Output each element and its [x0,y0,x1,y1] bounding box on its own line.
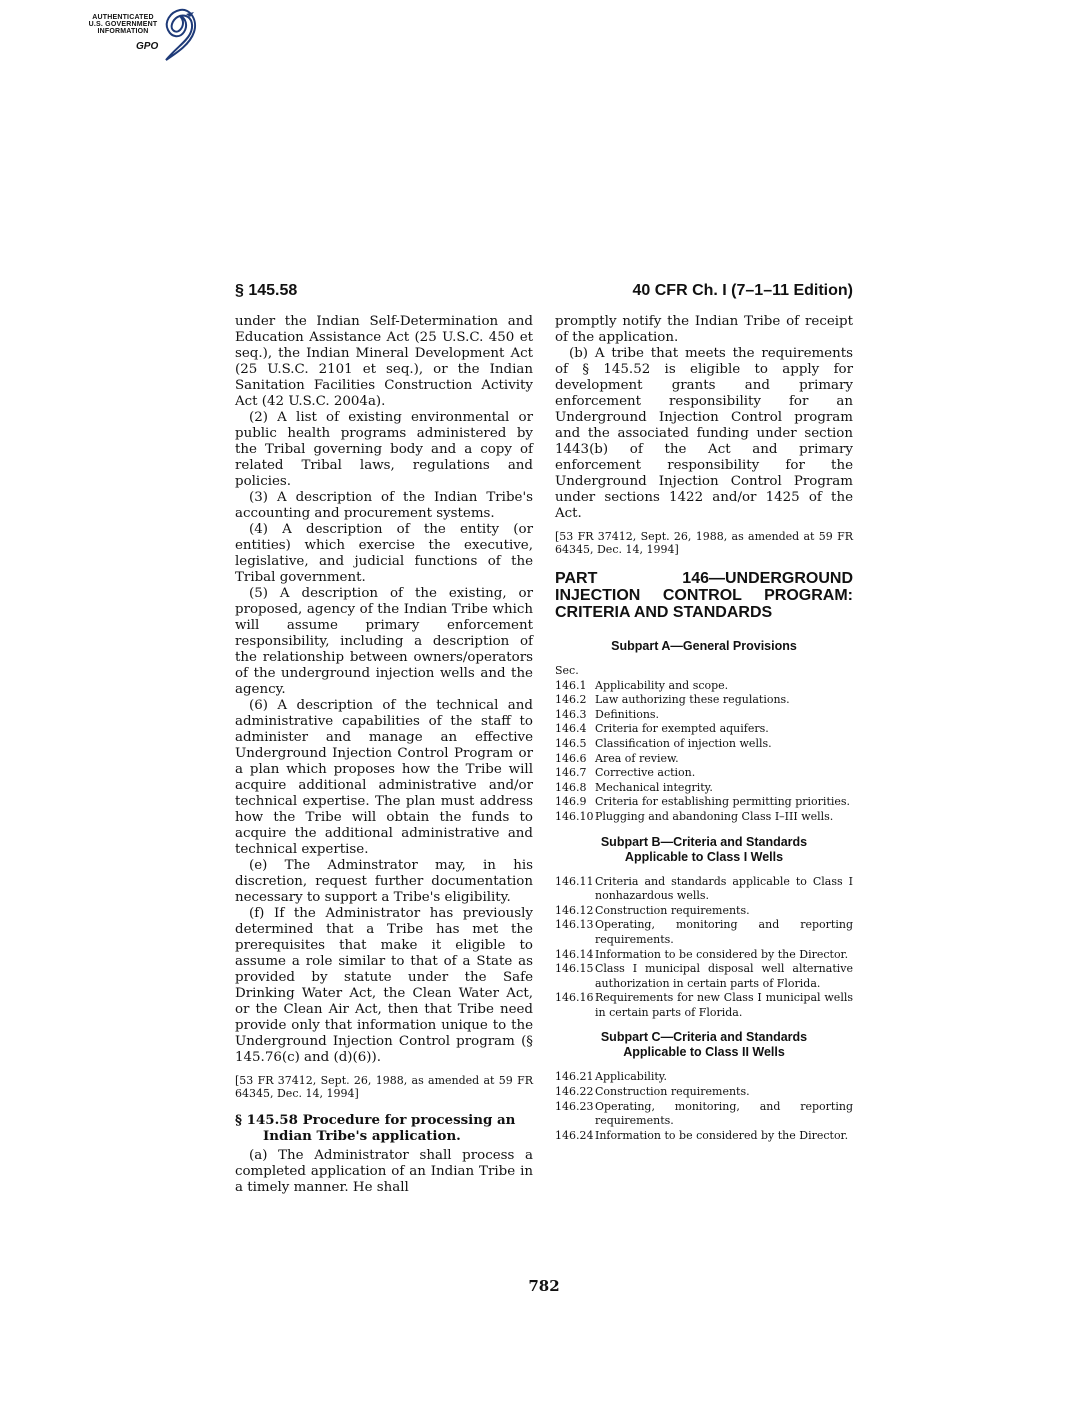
toc-entry [555,948,853,963]
subpart-c-heading [555,1030,853,1060]
logo-gpo-mark: GPO [136,41,159,52]
toc-entry [555,810,853,825]
subpart-b-line-1: Subpart B—Criteria and Standards [600,834,808,849]
toc-entry-title: Construction requirements. [595,1085,750,1099]
toc-entry-title: Criteria and standards applicable to Class I nonhazardous wells. [595,874,853,903]
toc-entry-number: 146.5 [555,736,587,750]
toc-entry-number: 146.13 [555,918,594,932]
toc-entry-number: 146.8 [555,780,587,794]
toc-entry [555,766,853,781]
paragraph: (f) If the Administrator has previously determined that a Tribe has met the prerequisites that make it eligible to assume a role similar to that of a State as provided by statute under the Safe Drinking Water Act, the Clean Water Act, or the Clean Air Act, then that Tribe need provide only that information unique to the Underground Injection Control program (§ 145.76(c) and (d)(6)). [235,906,533,1065]
sec-label: Sec. [555,664,579,677]
logo-line-2: U.S. GOVERNMENT [88,21,158,28]
toc-entry-number: 146.23 [555,1099,594,1113]
toc-entry [555,875,853,904]
toc-entry [555,962,853,991]
toc-entry-number: 146.16 [555,991,594,1005]
toc-entry-title: Class I municipal disposal well alternative authorization in certain parts of Florida. [595,962,853,990]
subpart-a-heading: Subpart A—General Provisions [611,639,797,653]
toc-entry-title: Requirements for new Class I municipal wells in certain parts of Florida. [595,991,853,1019]
page-number: 782 [528,1277,560,1295]
toc-entry [555,693,853,708]
toc-entry-title: Definitions. [595,707,660,721]
toc-entry-number: 146.3 [555,707,587,721]
logo-line-3: INFORMATION [97,28,149,35]
toc-entry-title: Criteria for exempted aquifers. [595,722,769,736]
toc-entry [555,781,853,796]
subpart-c-line-2: Applicable to Class II Wells [623,1045,785,1060]
toc-entry-title: Operating, monitoring and reporting requirements. [595,918,853,946]
toc-entry-number: 146.6 [555,751,587,765]
paragraph: (6) A description of the technical and administrative capabilities of the staff to administer and manage an effective Underground Injection Control Program or a plan which proposes how the Tribe will acquire additional administrative and/or technical expertise. The plan must address how the Tribe will obtain the funds to acquire the additional administrative and technical expertise. [235,698,533,857]
gpo-authentication-logo [80,8,200,68]
header-section-number: § 145.58 [235,282,298,299]
toc-entry [555,991,853,1020]
toc-entry [555,904,853,919]
toc-entry [555,737,853,752]
subpart-b-line-2: Applicable to Class I Wells [624,849,784,864]
toc-entry-title: Information to be considered by the Director. [595,1128,849,1142]
paragraph: (b) A tribe that meets the requirements of § 145.52 is eligible to apply for development grants and primary enforcement responsibility for an Underground Injection Control program and the associated funding under section 1443(b) of the Act and primary enforcement responsibility for the Underground Injection Control Program under sections 1422 and/or 1425 of the Act. [555,346,853,521]
paragraph: (5) A description of the existing, or proposed, agency of the Indian Tribe which will assume primary enforcement responsibility, including a description of the relationship between owners/operators of the underground injection wells and the agency. [235,586,533,697]
toc-entry [555,1085,853,1100]
toc-entry [555,752,853,767]
toc-entry-title: Applicability. [595,1070,668,1084]
part-heading: PART 146—UNDERGROUND INJECTION CONTROL PROGRAM: CRITERIA AND STANDARDS [555,570,853,621]
toc-entry-title: Information to be considered by the Director. [595,947,849,961]
toc-entry-number: 146.7 [555,766,587,780]
toc-subpart-b [555,875,853,1021]
toc-entry-title: Classification of injection wells. [595,736,772,750]
right-column [555,314,853,1143]
eagle-icon [150,8,198,64]
paragraph: (e) The Adminstrator may, in his discretion, request further documentation necessary to support a Tribe's eligibility. [235,858,533,905]
toc-entry-number: 146.9 [555,795,587,809]
toc-entry-number: 146.24 [555,1128,594,1142]
logo-line-1: AUTHENTICATED [92,14,154,21]
toc-entry-number: 146.4 [555,722,587,736]
subpart-b-heading [555,835,853,865]
toc-entry-number: 146.12 [555,903,594,917]
toc-entry-title: Mechanical integrity. [595,780,713,794]
paragraph: (3) A description of the Indian Tribe's accounting and procurement systems. [235,490,533,521]
toc-entry-number: 146.2 [555,693,587,707]
toc-subpart-a [555,664,853,825]
toc-entry-title: Law authorizing these regulations. [595,693,790,707]
paragraph: (2) A list of existing environmental or public health programs administered by the Tribal governing body and a copy of related Tribal laws, regulations and policies. [235,410,533,489]
toc-entry-number: 146.11 [555,874,594,888]
toc-entry-number: 146.22 [555,1085,594,1099]
toc-entry-number: 146.10 [555,809,594,823]
toc-entry [555,1070,853,1085]
toc-entry [555,679,853,694]
toc-entry-number: 146.21 [555,1070,594,1084]
toc-entry [555,1129,853,1144]
toc-entry-number: 146.14 [555,947,594,961]
toc-entry-number: 146.1 [555,678,587,692]
citation: [53 FR 37412, Sept. 26, 1988, as amended at 59 FR 64345, Dec. 14, 1994] [555,530,853,556]
toc-entry-title: Corrective action. [595,766,696,780]
toc-entry-title: Applicability and scope. [595,678,729,692]
header-edition: 40 CFR Ch. I (7–1–11 Edition) [632,282,853,299]
paragraph: under the Indian Self-Determination and Education Assistance Act (25 U.S.C. 450 et seq.), the Indian Mineral Development Act (25 U.S.C. 2101 et seq.), or the Indian Sanitation Facilities Construction Activity Act (42 U.S.C. 2004a). [235,314,533,409]
toc-entry [555,918,853,947]
toc-entry-title: Criteria for establishing permitting priorities. [595,795,851,809]
paragraph: (4) A description of the entity (or entities) which exercise the executive, legislative, and judicial functions of the Tribal government. [235,522,533,585]
section-heading: § 145.58 Procedure for processing an Indian Tribe's application. [235,1112,516,1144]
toc-entry-title: Area of review. [595,751,679,765]
toc-entry-title: Operating, monitoring, and reporting requirements. [595,1099,853,1128]
toc-subpart-c [555,1070,853,1143]
toc-entry [555,795,853,810]
paragraph: promptly notify the Indian Tribe of receipt of the application. [555,314,853,345]
toc-entry-title: Construction requirements. [595,903,750,917]
subpart-c-line-1: Subpart C—Criteria and Standards [600,1030,808,1045]
toc-entry [555,722,853,737]
citation: [53 FR 37412, Sept. 26, 1988, as amended at 59 FR 64345, Dec. 14, 1994] [235,1074,533,1100]
left-column [235,314,533,1196]
toc-entry [555,708,853,723]
toc-entry [555,1100,853,1129]
toc-entry-title: Plugging and abandoning Class I–III wells. [595,809,834,823]
paragraph: (a) The Administrator shall process a completed application of an Indian Tribe in a timely manner. He shall [235,1148,533,1195]
toc-entry-number: 146.15 [555,962,594,976]
